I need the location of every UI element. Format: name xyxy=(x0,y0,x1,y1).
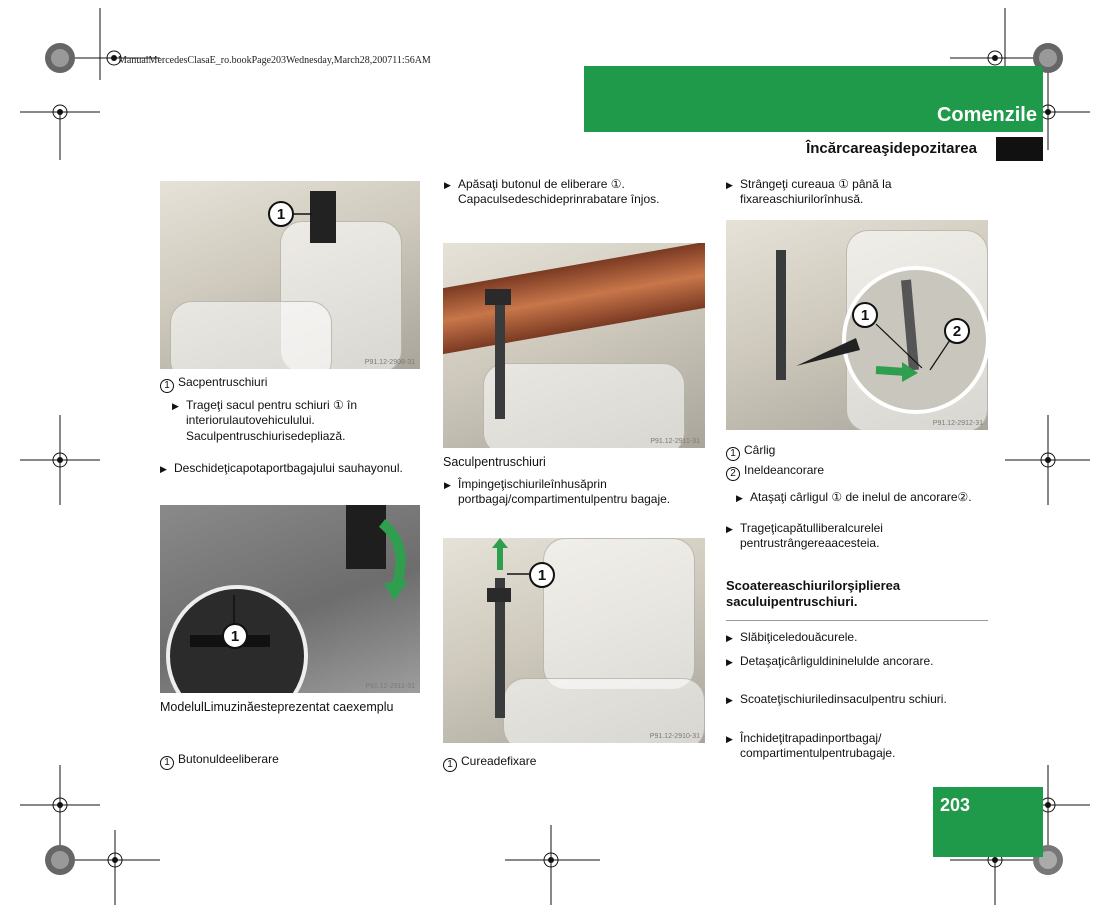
instruction-step: ▶ Ataşaţi cârligul ① de inelul de ancorare②. xyxy=(750,490,990,505)
callout-1: 1 xyxy=(268,201,294,227)
callout-1: 1 xyxy=(529,562,555,588)
instruction-step: ▶ Deschideţicapotaportbagajului sauhayonul. xyxy=(174,461,422,476)
instruction-step: ▶ Apăsaţi butonul de eliberare ①. xyxy=(458,177,718,192)
step-result: Saculpentruschiurisedepliază. xyxy=(186,429,346,443)
photo-code: P91.12-2911-31 xyxy=(365,683,415,690)
photo-code: P91.12-2911-31 xyxy=(650,438,700,445)
instruction-step: ▶ Împingeţischiurileînhusăprin portbagaj/compartimentulpentru bagaje. xyxy=(458,477,708,507)
photo-hook-and-ring xyxy=(726,220,988,430)
legend-item: 1 Butonuldeeliberare xyxy=(160,752,279,770)
photo-ski-bag-through-hatch xyxy=(443,243,705,448)
photo-fastening-strap xyxy=(443,538,705,743)
instruction-step: ▶ Detaşaţicârliguldininelulde ancorare. xyxy=(740,654,990,669)
section-heading: Scoatereaschiurilorşiplierea saculuipentruschiuri. xyxy=(726,578,901,609)
photo-release-button xyxy=(160,505,420,693)
subtitle-marker xyxy=(996,137,1043,161)
page-number: 203 xyxy=(940,795,971,815)
legend-item: 1 Cureadefixare xyxy=(443,754,536,772)
instruction-step: ▶ Strângeţi cureaua ① până la fixareaschiurilorînhusă. xyxy=(740,177,990,207)
step-result: Capaculsedeschideprinrabatare înjos. xyxy=(458,192,660,206)
photo-code: P91.12-2912-31 xyxy=(932,420,983,427)
legend-item: 1 Cârlig xyxy=(726,443,775,461)
photo-code: P91.12-2908-31 xyxy=(364,359,415,366)
legend-item: 1 Sacpentruschiuri xyxy=(160,375,267,393)
page-subtitle: Încărcareaşidepozitarea xyxy=(806,140,977,157)
instruction-step: ▶ Scoateţischiuriledinsaculpentru schiuri. xyxy=(740,692,990,707)
instruction-step: ▶ Trageţi sacul pentru schiuri ① în interiorulautovehiculului. xyxy=(186,398,422,428)
photo-ski-bag-seat xyxy=(160,181,420,369)
callout-2: 2 xyxy=(944,318,970,344)
photo-caption: Saculpentruschiuri xyxy=(443,455,546,469)
photo-code: P91.12-2910-31 xyxy=(649,733,700,740)
instruction-step: ▶ Trageţicapătulliberalcurelei pentrustrângereaacesteia. xyxy=(740,521,990,551)
instruction-step: ▶ Închideţitrapadinportbagaj/ compartimentulpentrubagaje. xyxy=(740,731,990,761)
file-header-line: ManualMercedesClasaE_ro.bookPage203Wednesday,March28,200711:56AM xyxy=(118,55,431,66)
instruction-step: ▶ Slăbiţiceledouăcurele. xyxy=(740,630,990,645)
section-title: Comenzile xyxy=(936,104,1037,126)
heading-rule xyxy=(726,620,988,621)
callout-1: 1 xyxy=(222,623,248,649)
callout-1: 1 xyxy=(852,302,878,328)
photo-caption: ModelulLimuzinăesteprezentat caexemplu xyxy=(160,700,394,714)
legend-item: 2 Ineldeancorare xyxy=(726,463,824,481)
